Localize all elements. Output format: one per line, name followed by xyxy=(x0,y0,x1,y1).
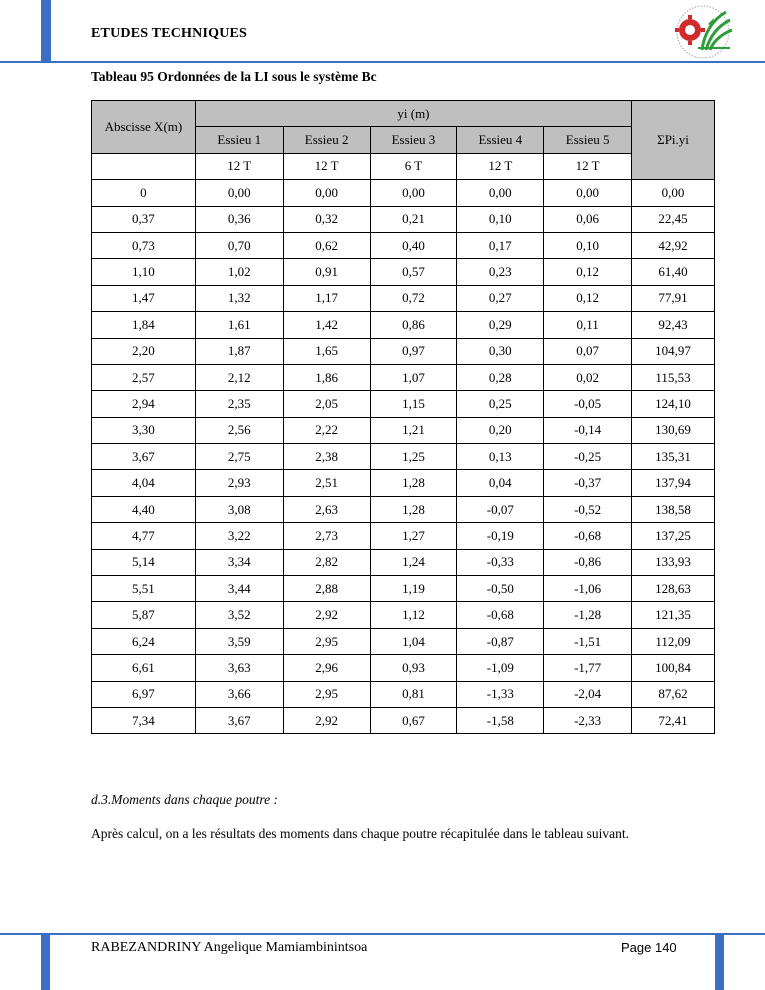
table-cell: 0,10 xyxy=(544,232,632,258)
table-cell: 0,00 xyxy=(370,180,457,206)
table-cell: -1,77 xyxy=(544,655,632,681)
body-paragraph: Après calcul, on a les résultats des moments dans chaque poutre récapitulée dans le tableau suivant. xyxy=(91,826,629,841)
table-cell: 2,88 xyxy=(283,576,370,602)
table-cell: 3,30 xyxy=(92,417,196,443)
table-cell: 3,44 xyxy=(195,576,283,602)
table-cell: 4,04 xyxy=(92,470,196,496)
table-cell: 0,00 xyxy=(632,180,715,206)
table-cell: -0,86 xyxy=(544,549,632,575)
table-cell: 0 xyxy=(92,180,196,206)
table-cell: 2,12 xyxy=(195,364,283,390)
table-cell: 3,08 xyxy=(195,496,283,522)
charge-essieu-5: 12 T xyxy=(544,153,632,179)
footer-accent-bar-right xyxy=(715,935,724,990)
table-cell: 0,29 xyxy=(457,312,544,338)
table-cell: 121,35 xyxy=(632,602,715,628)
table-cell: 0,73 xyxy=(92,232,196,258)
table-cell: 3,66 xyxy=(195,681,283,707)
table-cell: 0,30 xyxy=(457,338,544,364)
table-cell: 1,28 xyxy=(370,496,457,522)
table-cell: 0,93 xyxy=(370,655,457,681)
table-cell: 2,94 xyxy=(92,391,196,417)
influence-line-table xyxy=(91,100,715,734)
table-cell: 3,67 xyxy=(92,444,196,470)
table-cell: 0,07 xyxy=(544,338,632,364)
footer-accent-bar-left xyxy=(41,935,50,990)
table-cell: 0,02 xyxy=(544,364,632,390)
table-cell: 1,12 xyxy=(370,602,457,628)
table-cell: 1,21 xyxy=(370,417,457,443)
table-cell: 1,32 xyxy=(195,285,283,311)
table-cell: -1,58 xyxy=(457,707,544,733)
table-cell: 0,11 xyxy=(544,312,632,338)
table-cell: 124,10 xyxy=(632,391,715,417)
table-row xyxy=(92,444,715,470)
table-cell: -0,07 xyxy=(457,496,544,522)
table-cell: 112,09 xyxy=(632,628,715,654)
table-row xyxy=(92,338,715,364)
table-row xyxy=(92,655,715,681)
col-header-essieu-5: Essieu 5 xyxy=(544,127,632,153)
table-cell: 7,34 xyxy=(92,707,196,733)
table-cell: -0,52 xyxy=(544,496,632,522)
table-cell: 1,27 xyxy=(370,523,457,549)
table-cell: 1,04 xyxy=(370,628,457,654)
table-row xyxy=(92,206,715,232)
table-cell: 1,15 xyxy=(370,391,457,417)
table-cell: 6,24 xyxy=(92,628,196,654)
footer-rule xyxy=(0,933,765,935)
table-row xyxy=(92,576,715,602)
table-cell: 2,92 xyxy=(283,707,370,733)
table-cell: 2,95 xyxy=(283,628,370,654)
table-cell: 92,43 xyxy=(632,312,715,338)
table-cell: 2,92 xyxy=(283,602,370,628)
table-cell: 0,62 xyxy=(283,232,370,258)
table-cell: 2,20 xyxy=(92,338,196,364)
table-cell: 1,86 xyxy=(283,364,370,390)
table-row xyxy=(92,496,715,522)
table-cell: 0,06 xyxy=(544,206,632,232)
table-cell: 0,17 xyxy=(457,232,544,258)
table-cell: 4,77 xyxy=(92,523,196,549)
table-row xyxy=(92,232,715,258)
table-cell: 2,63 xyxy=(283,496,370,522)
table-cell: 1,07 xyxy=(370,364,457,390)
table-cell: 137,94 xyxy=(632,470,715,496)
table-cell: 72,41 xyxy=(632,707,715,733)
table-row xyxy=(92,523,715,549)
table-row xyxy=(92,602,715,628)
table-cell: -2,04 xyxy=(544,681,632,707)
table-cell: 1,19 xyxy=(370,576,457,602)
table-cell: 2,56 xyxy=(195,417,283,443)
table-cell: 0,81 xyxy=(370,681,457,707)
table-cell: 2,38 xyxy=(283,444,370,470)
table-cell: 135,31 xyxy=(632,444,715,470)
table-cell: -0,05 xyxy=(544,391,632,417)
table-cell: 4,40 xyxy=(92,496,196,522)
table-cell: 2,82 xyxy=(283,549,370,575)
table-cell: 3,63 xyxy=(195,655,283,681)
table-cell: 3,52 xyxy=(195,602,283,628)
table-cell: 1,61 xyxy=(195,312,283,338)
table-cell: 0,36 xyxy=(195,206,283,232)
table-cell: -0,87 xyxy=(457,628,544,654)
table-cell: -1,28 xyxy=(544,602,632,628)
table-cell: 61,40 xyxy=(632,259,715,285)
charge-essieu-1: 12 T xyxy=(195,153,283,179)
table-cell: -2,33 xyxy=(544,707,632,733)
table-cell: 2,57 xyxy=(92,364,196,390)
table-row xyxy=(92,391,715,417)
table-cell: 0,72 xyxy=(370,285,457,311)
table-row xyxy=(92,312,715,338)
header-accent-bar xyxy=(41,0,51,61)
table-cell: 0,20 xyxy=(457,417,544,443)
table-cell: 42,92 xyxy=(632,232,715,258)
col-header-essieu-2: Essieu 2 xyxy=(283,127,370,153)
col-header-yi: yi (m) xyxy=(195,101,631,127)
table-cell: 2,93 xyxy=(195,470,283,496)
table-cell: 0,04 xyxy=(457,470,544,496)
table-cell: 1,24 xyxy=(370,549,457,575)
table-row xyxy=(92,628,715,654)
table-row xyxy=(92,364,715,390)
table-cell: 3,59 xyxy=(195,628,283,654)
table-cell: 1,84 xyxy=(92,312,196,338)
table-row xyxy=(92,285,715,311)
table-cell: 1,17 xyxy=(283,285,370,311)
table-cell: -1,06 xyxy=(544,576,632,602)
table-row xyxy=(92,681,715,707)
table-cell: 0,21 xyxy=(370,206,457,232)
table-cell: 1,47 xyxy=(92,285,196,311)
header-title: ETUDES TECHNIQUES xyxy=(91,26,248,41)
table-cell: 2,75 xyxy=(195,444,283,470)
table-cell: -0,68 xyxy=(457,602,544,628)
institution-logo-icon xyxy=(668,4,738,60)
table-cell: 0,97 xyxy=(370,338,457,364)
col-header-abscisse: Abscisse X(m) xyxy=(92,101,196,154)
table-cell: 128,63 xyxy=(632,576,715,602)
table-row xyxy=(92,180,715,206)
table-cell: 3,34 xyxy=(195,549,283,575)
table-cell: 0,28 xyxy=(457,364,544,390)
table-cell: 0,00 xyxy=(457,180,544,206)
table-row xyxy=(92,707,715,733)
table-cell: -0,37 xyxy=(544,470,632,496)
table-cell: 87,62 xyxy=(632,681,715,707)
table-cell: 0,12 xyxy=(544,259,632,285)
table-cell: 0,10 xyxy=(457,206,544,232)
table-cell: 0,12 xyxy=(544,285,632,311)
table-cell: 0,32 xyxy=(283,206,370,232)
table-cell: -0,50 xyxy=(457,576,544,602)
table-cell: 3,22 xyxy=(195,523,283,549)
table-cell: -0,25 xyxy=(544,444,632,470)
col-header-essieu-3: Essieu 3 xyxy=(370,127,457,153)
table-row xyxy=(92,470,715,496)
table-cell: 2,73 xyxy=(283,523,370,549)
table-body xyxy=(92,180,715,734)
table-cell: -0,33 xyxy=(457,549,544,575)
table-cell: 5,87 xyxy=(92,602,196,628)
table-cell: 0,70 xyxy=(195,232,283,258)
table-cell: 5,51 xyxy=(92,576,196,602)
table-row xyxy=(92,417,715,443)
table-cell: 2,05 xyxy=(283,391,370,417)
table-cell: -0,19 xyxy=(457,523,544,549)
table-cell: 3,67 xyxy=(195,707,283,733)
table-cell: 1,25 xyxy=(370,444,457,470)
table-cell: 1,87 xyxy=(195,338,283,364)
table-cell: 137,25 xyxy=(632,523,715,549)
table-cell: 2,51 xyxy=(283,470,370,496)
footer-author: RABEZANDRINY Angelique Mamiambinintsoa xyxy=(91,940,368,955)
table-cell: -1,33 xyxy=(457,681,544,707)
table-cell: 104,97 xyxy=(632,338,715,364)
table-cell: 133,93 xyxy=(632,549,715,575)
charge-essieu-4: 12 T xyxy=(457,153,544,179)
table-cell: 0,91 xyxy=(283,259,370,285)
table-cell: 1,28 xyxy=(370,470,457,496)
table-cell: 22,45 xyxy=(632,206,715,232)
page-number: Page 140 xyxy=(621,940,677,955)
table-cell: 2,35 xyxy=(195,391,283,417)
table-cell: 1,42 xyxy=(283,312,370,338)
table-cell: 6,61 xyxy=(92,655,196,681)
table-caption: Tableau 95 Ordonnées de la LI sous le système Bc xyxy=(91,69,377,84)
table-cell: 0,13 xyxy=(457,444,544,470)
table-cell: 115,53 xyxy=(632,364,715,390)
table-cell: 0,57 xyxy=(370,259,457,285)
section-title: d.3.Moments dans chaque poutre : xyxy=(91,792,278,807)
table-cell: 77,91 xyxy=(632,285,715,311)
table-cell: 0,86 xyxy=(370,312,457,338)
table-cell: 138,58 xyxy=(632,496,715,522)
table-cell: -0,14 xyxy=(544,417,632,443)
table-cell: 1,65 xyxy=(283,338,370,364)
table-cell: 0,25 xyxy=(457,391,544,417)
col-header-sum: ΣPi.yi xyxy=(632,101,715,180)
table-cell: 0,00 xyxy=(283,180,370,206)
table-cell: 2,95 xyxy=(283,681,370,707)
table-cell: 130,69 xyxy=(632,417,715,443)
table-cell: 0,00 xyxy=(195,180,283,206)
table-cell: 0,37 xyxy=(92,206,196,232)
table-cell: 0,40 xyxy=(370,232,457,258)
table-cell: -1,09 xyxy=(457,655,544,681)
table-cell: 0,00 xyxy=(544,180,632,206)
table-cell: 1,10 xyxy=(92,259,196,285)
table-cell: 0,67 xyxy=(370,707,457,733)
charge-essieu-3: 6 T xyxy=(370,153,457,179)
col-header-essieu-4: Essieu 4 xyxy=(457,127,544,153)
table-cell: 2,22 xyxy=(283,417,370,443)
table-cell: 6,97 xyxy=(92,681,196,707)
charge-essieu-2: 12 T xyxy=(283,153,370,179)
table-row xyxy=(92,549,715,575)
table-cell: -0,68 xyxy=(544,523,632,549)
table-cell: 2,96 xyxy=(283,655,370,681)
table-cell: 0,23 xyxy=(457,259,544,285)
table-cell: -1,51 xyxy=(544,628,632,654)
table-cell: 100,84 xyxy=(632,655,715,681)
col-header-essieu-1: Essieu 1 xyxy=(195,127,283,153)
table-cell: 5,14 xyxy=(92,549,196,575)
header-rule xyxy=(0,61,765,63)
table-cell: 1,02 xyxy=(195,259,283,285)
header-blank-cell xyxy=(92,153,196,179)
table-row xyxy=(92,259,715,285)
table-cell: 0,27 xyxy=(457,285,544,311)
